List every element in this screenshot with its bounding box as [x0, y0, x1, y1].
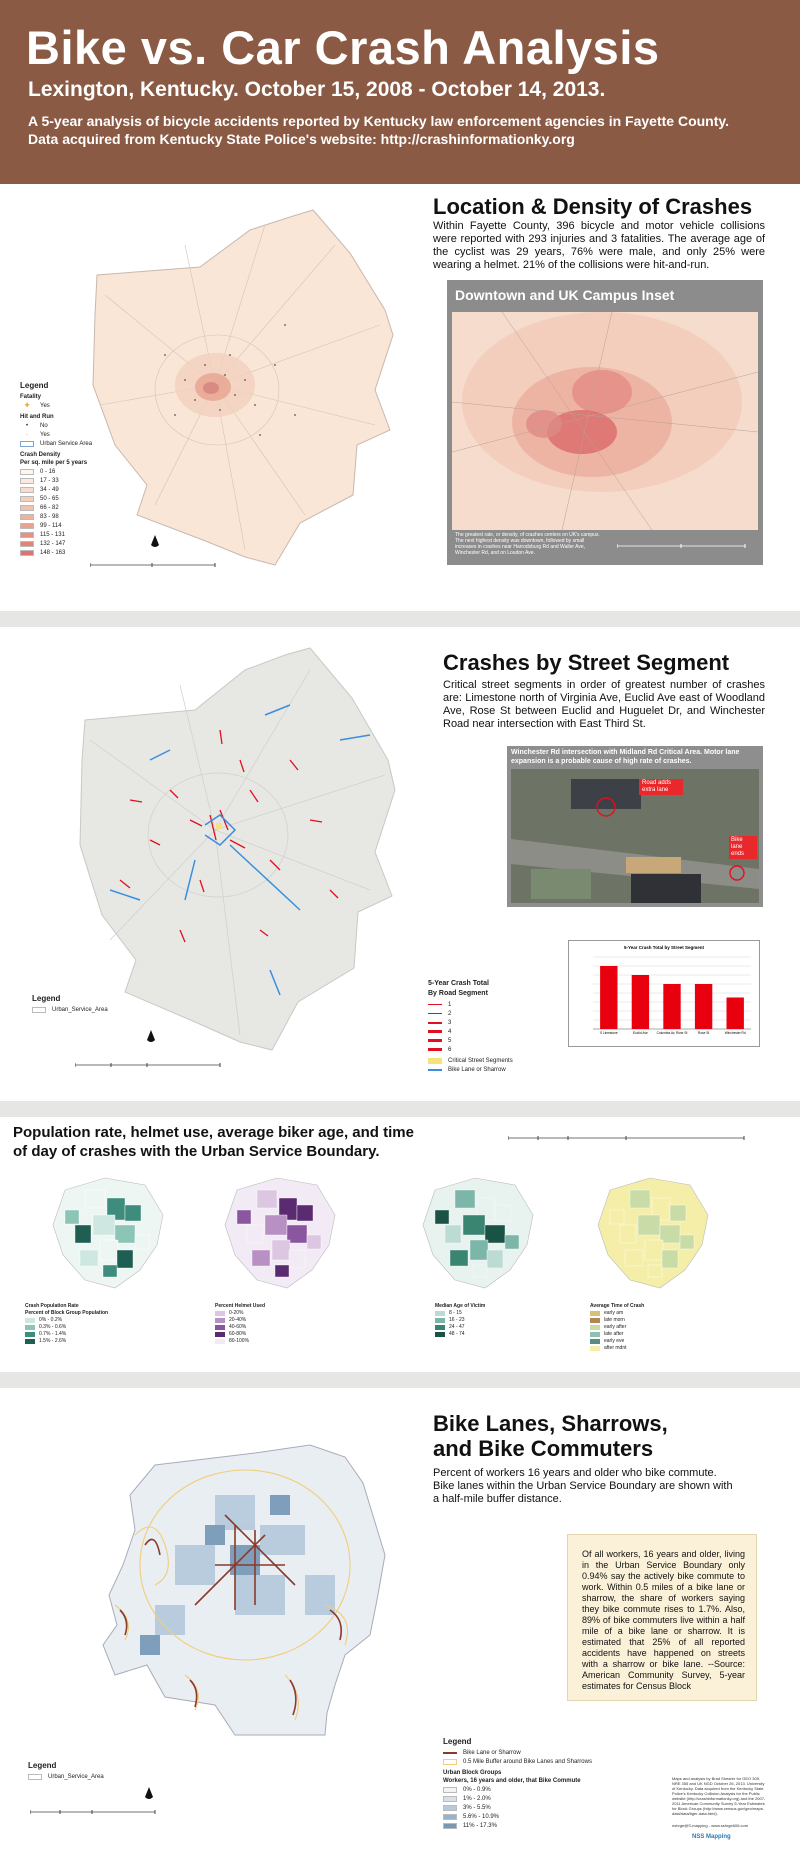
legend-line	[428, 1069, 442, 1071]
aerial-inset	[507, 746, 763, 907]
mini-choropleth-map	[45, 1170, 180, 1295]
legend-swatch	[20, 541, 34, 547]
bar-category-label: Winchester Rd	[724, 1031, 746, 1035]
downtown-inset	[447, 280, 763, 565]
legend-row	[435, 1310, 485, 1317]
legend-row	[443, 1812, 643, 1821]
legend-row	[20, 539, 110, 548]
credits-contact: nshrge@S-mapping - www.sshrge606.com	[672, 1823, 749, 1828]
mini-legend-title: Crash Population Rate	[25, 1303, 79, 1309]
legend-hitrun-yes: Yes	[40, 431, 50, 438]
commute-classes	[443, 1785, 643, 1830]
legend-swatch	[20, 532, 34, 538]
dot-icon: ·	[26, 431, 28, 438]
legend-row	[590, 1324, 644, 1331]
inset-title: Downtown and UK Campus Inset	[455, 287, 675, 303]
section4-title-line2: and Bike Commuters	[433, 1436, 654, 1461]
section3-title-line1: Population rate, helmet use, average biker age, and time	[13, 1124, 414, 1141]
dot-icon: •	[25, 422, 29, 429]
legend-urban: Urban_Service_Area	[52, 1006, 108, 1013]
aerial-label-extra-lane: Road adds extra lane	[639, 779, 683, 795]
legend-fatality-label: Fatality	[20, 394, 42, 400]
legend-row	[428, 1045, 568, 1054]
legend-bike-lane: Bike Lane or Sharrow	[463, 1749, 521, 1756]
page-title: Bike vs. Car Crash Analysis	[26, 21, 660, 74]
legend-label: 11% - 17.3%	[463, 1822, 497, 1829]
legend-label: 24 - 47	[449, 1324, 465, 1330]
header-source: Data acquired from Kentucky State Police's website: http://crashinformationky.org	[28, 131, 575, 147]
legend-swatch	[20, 550, 34, 556]
legend-row	[20, 521, 110, 530]
bike-commute-map	[95, 1435, 440, 1750]
header-banner	[0, 0, 800, 184]
legend-swatch	[215, 1332, 225, 1337]
density-legend	[20, 382, 110, 557]
legend-row	[590, 1310, 644, 1317]
legend-label: 148 - 163	[40, 549, 66, 556]
legend-swatch	[28, 1774, 42, 1780]
legend-label: 1	[448, 1001, 452, 1008]
chart-title: 5-Year Crash Total by Street Segment	[624, 945, 704, 950]
legend-swatch	[20, 523, 34, 529]
aerial-photo-illustration	[511, 769, 759, 903]
legend-row	[590, 1345, 644, 1352]
legend-label: 66 - 82	[40, 504, 59, 511]
legend-swatch	[25, 1339, 35, 1344]
legend-label: 3	[448, 1019, 452, 1026]
legend-label: 0-20%	[229, 1310, 244, 1316]
bar	[695, 984, 712, 1029]
inset-density-surface	[452, 312, 758, 530]
legend-title: Legend	[20, 381, 49, 390]
legend-row	[215, 1310, 265, 1317]
legend-row	[20, 485, 110, 494]
legend-label: 8 - 15	[449, 1310, 462, 1316]
legend-swatch	[20, 487, 34, 493]
mini-legend	[590, 1303, 644, 1352]
legend-urban: Urban_Service_Area	[48, 1773, 104, 1780]
section1-body: Within Fayette County, 396 bicycle and motor vehicle collisions were reported with 293 injuries and 3 fatalities. The average age of the cyclist was 29 years, 76% were male, and only 25% were wearing a helmet. 21% of the collisions were hit-and-run.	[433, 220, 765, 271]
legend-label: 99 - 114	[40, 522, 62, 529]
mini-choropleth-map	[415, 1170, 550, 1295]
legend-row	[428, 1027, 568, 1036]
legend-hitrun-label: Hit and Run	[20, 414, 54, 420]
legend-label: 1% - 2.0%	[463, 1795, 491, 1802]
legend-swatch	[435, 1332, 445, 1337]
bike-commute-callout	[567, 1534, 757, 1701]
legend-line	[443, 1752, 457, 1754]
fatality-marker-icon: ✚	[24, 402, 30, 409]
mini-legend-title: Median Age of Victim	[435, 1303, 486, 1309]
legend-label: 40-60%	[229, 1324, 247, 1330]
aerial-photo	[511, 769, 759, 903]
segment-legend-subtitle: By Road Segment	[428, 990, 488, 997]
legend-swatch	[32, 1007, 46, 1013]
mini-choropleth-map	[217, 1170, 352, 1295]
legend-row	[443, 1794, 643, 1803]
mini-legend	[215, 1303, 265, 1345]
legend-row	[215, 1331, 265, 1338]
credits: Maps and analysis by Brad Shearer for GEO 309, NRE 355 and UK NGD October 26, 2013. University of Kentucky. Data acquired from the Kentucky State Police's Kentucky Collision Analysis for the Public website (http://crashinformationky.org) and the 2007-2011 American Community Survey 5-Year Estimates for Block Groups (http://www.census.gov/geo/maps-data/data/tiger-data.html).	[672, 1776, 766, 1816]
legend-swatch	[590, 1332, 600, 1337]
legend-swatch	[215, 1325, 225, 1330]
legend-label: 6	[448, 1046, 452, 1053]
legend-label: early after	[604, 1324, 627, 1330]
chart-labels	[600, 1031, 746, 1035]
legend-swatch	[590, 1318, 600, 1323]
legend-swatch	[25, 1318, 35, 1323]
legend-swatch	[435, 1325, 445, 1330]
legend-row	[590, 1338, 644, 1345]
bar-category-label: S Limestone	[599, 1031, 618, 1035]
legend-swatch	[443, 1814, 457, 1820]
legend-critical: Critical Street Segments	[448, 1057, 513, 1064]
legend-label: 5.6% - 10.9%	[463, 1813, 500, 1820]
legend-density-label: Crash Density	[20, 452, 61, 458]
mini-legend	[435, 1303, 485, 1338]
county-density-map	[85, 205, 415, 575]
legend-row	[25, 1324, 108, 1331]
aerial-label-bike-lane-ends: Bike lane ends	[729, 836, 757, 859]
legend-row	[428, 1000, 568, 1009]
legend-label: 5	[448, 1037, 452, 1044]
legend-swatch	[590, 1339, 600, 1344]
legend-swatch	[215, 1339, 225, 1344]
legend-swatch	[443, 1759, 457, 1765]
legend-label: 34 - 49	[40, 486, 59, 493]
section-divider	[0, 1372, 800, 1388]
legend-swatch	[428, 1058, 442, 1064]
section4-title-line1: Bike Lanes, Sharrows,	[433, 1411, 668, 1436]
legend-label: 3% - 5.5%	[463, 1804, 491, 1811]
legend-row	[20, 467, 110, 476]
legend-swatch	[443, 1796, 457, 1802]
legend-row	[20, 494, 110, 503]
bar-category-label: Columbia Av, Rose St	[656, 1031, 688, 1035]
legend-line	[428, 1039, 442, 1042]
segment-legend-right	[428, 980, 568, 1074]
legend-line	[428, 1022, 442, 1024]
legend-row	[215, 1324, 265, 1331]
aerial-caption: Winchester Rd intersection with Midland Rd Critical Area. Motor lane expansion is a probable cause of high rate of crashes.	[511, 749, 740, 765]
legend-label: 48 - 74	[449, 1331, 465, 1337]
bar-chart-svg	[569, 941, 759, 1046]
legend-fatality-yes: Yes	[40, 402, 50, 409]
legend-swatch	[590, 1311, 600, 1316]
legend-label: early am	[604, 1310, 624, 1316]
legend-row	[20, 530, 110, 539]
legend-label: 17 - 33	[40, 477, 59, 484]
legend-row	[20, 503, 110, 512]
section1-title: Location & Density of Crashes	[433, 194, 753, 219]
north-arrow-icon	[144, 1787, 154, 1801]
legend-row	[435, 1324, 485, 1331]
page-subtitle: Lexington, Kentucky. October 15, 2008 - October 14, 2013.	[28, 78, 606, 101]
legend-label: 60-80%	[229, 1331, 247, 1337]
legend-label: early eve	[604, 1338, 625, 1344]
legend-swatch	[435, 1318, 445, 1323]
section3-title-line2: of day of crashes with the Urban Service Boundary.	[13, 1143, 380, 1160]
legend-row	[20, 548, 110, 557]
legend-label: 4	[448, 1028, 452, 1035]
legend-title: Legend	[28, 1761, 57, 1770]
legend-row	[435, 1331, 485, 1338]
legend-row	[215, 1317, 265, 1324]
legend-label: 83 - 98	[40, 513, 59, 520]
legend-label: 0 - 16	[40, 468, 56, 475]
legend-label: 80-100%	[229, 1338, 250, 1344]
legend-label: 16 - 23	[449, 1317, 465, 1323]
section-divider	[0, 1101, 800, 1117]
legend-label: late morn	[604, 1317, 625, 1323]
legend-hitrun-no: No	[40, 422, 48, 429]
legend-groups: Urban Block Groups	[443, 1770, 502, 1776]
legend-bike-lane: Bike Lane or Sharrow	[448, 1066, 506, 1073]
bar	[663, 984, 680, 1029]
legend-label: 2	[448, 1010, 452, 1017]
legend-label: 0% - 0.9%	[463, 1786, 491, 1793]
legend-label: 0.3% - 0.6%	[39, 1324, 67, 1330]
segment-legend-left	[32, 995, 152, 1014]
bar-category-label: Euclid Ave	[632, 1031, 648, 1035]
legend-label: 1.5% - 2.6%	[39, 1338, 67, 1344]
legend-line	[428, 1030, 442, 1033]
callout-text: Of all workers, 16 years and older, living in the Urban Service Boundary only 0.94% say the actively bike commute to work. Within 0.5 miles of a bike lane or sharrow, the share of workers saying they bike commute rises to 1.7%. Also, 89% of bike commuters live within a half mile of a bike lane or sharrow. It is estimated that 25% of all reported accidents have happened on streets with a sharrow or bike lane. --Source: American Community Survey, 5-year estimates for Census Block	[582, 1549, 745, 1691]
legend-swatch	[435, 1311, 445, 1316]
legend-swatch	[20, 441, 34, 447]
legend-row	[443, 1785, 643, 1794]
legend-label: 132 - 147	[40, 540, 66, 547]
legend-label: 20-40%	[229, 1317, 247, 1323]
legend-row	[25, 1331, 108, 1338]
mini-choropleth-map	[590, 1170, 725, 1295]
legend-swatch	[20, 496, 34, 502]
legend-urban: Urban Service Area	[40, 440, 93, 447]
bar-category-label: Rose St	[697, 1031, 710, 1035]
segment-legend-title: 5-Year Crash Total	[428, 980, 489, 987]
inset-scale-bar	[617, 544, 747, 552]
mini-legend-title: Average Time of Crash	[590, 1303, 645, 1309]
legend-label: 0.7% - 1.4%	[39, 1331, 67, 1337]
legend-swatch	[25, 1325, 35, 1330]
legend-title: Legend	[32, 994, 61, 1003]
legend-label: late after	[604, 1331, 624, 1337]
legend-row	[443, 1803, 643, 1812]
legend-row	[215, 1338, 265, 1345]
north-arrow-icon	[150, 535, 160, 549]
legend-line	[428, 1013, 442, 1015]
street-segment-map	[70, 640, 420, 1080]
mini-legend-title: Percent Helmet Used	[215, 1303, 266, 1309]
author-logo: NSS Mapping	[692, 1834, 731, 1840]
legend-swatch	[20, 478, 34, 484]
legend-row	[428, 1018, 568, 1027]
legend-swatch	[443, 1787, 457, 1793]
legend-swatch	[215, 1311, 225, 1316]
legend-title: Legend	[443, 1737, 472, 1746]
crash-bar-chart	[568, 940, 760, 1047]
legend-row	[428, 1009, 568, 1018]
bar	[632, 975, 649, 1029]
legend-label: 50 - 65	[40, 495, 59, 502]
mini-legend-sub: Percent of Block Group Population	[25, 1310, 109, 1316]
legend-label: after mdnt	[604, 1345, 627, 1351]
section4-body: Percent of workers 16 years and older who bike commute. Bike lanes within the Urban Service Boundary are shown with a half-mile buffer distance.	[433, 1467, 733, 1505]
section2-title: Crashes by Street Segment	[443, 650, 730, 675]
legend-density-sub: Per sq. mile per 5 years	[20, 460, 88, 466]
legend-swatch	[443, 1805, 457, 1811]
commute-legend-right	[443, 1738, 643, 1830]
commute-legend-left	[28, 1762, 148, 1781]
legend-row	[25, 1338, 108, 1345]
legend-row	[428, 1036, 568, 1045]
inset-map	[452, 312, 758, 530]
scale-bar	[75, 1063, 225, 1073]
section-divider	[0, 611, 800, 627]
legend-row	[20, 512, 110, 521]
legend-swatch	[590, 1346, 600, 1351]
mini-legend	[25, 1303, 108, 1345]
legend-swatch	[20, 514, 34, 520]
legend-row	[20, 476, 110, 485]
legend-row	[435, 1317, 485, 1324]
legend-row	[590, 1331, 644, 1338]
legend-row	[443, 1821, 643, 1830]
legend-swatch	[590, 1325, 600, 1330]
legend-row	[25, 1317, 108, 1324]
legend-label: 0% - 0.2%	[39, 1317, 63, 1323]
legend-swatch	[20, 505, 34, 511]
legend-row	[590, 1317, 644, 1324]
legend-swatch	[443, 1823, 457, 1829]
scale-bar	[508, 1136, 748, 1146]
bar	[600, 966, 617, 1029]
segment-classes	[428, 1000, 568, 1054]
scale-bar	[90, 563, 220, 573]
header-description: A 5-year analysis of bicycle accidents reported by Kentucky law enforcement agencies in Fayette County.	[28, 113, 730, 129]
inset-caption: The greatest rate, or density, of crashes centers on UK's campus. The next highest density was downtown, followed by small increases in crashes near Harrodsburg Rd and Waller Ave, Winchester Rd, and on Loudon Ave.	[455, 532, 600, 556]
bar	[727, 998, 744, 1030]
density-classes	[20, 467, 110, 557]
chart-bars	[600, 966, 744, 1029]
section2-body: Critical street segments in order of greatest number of crashes are: Limestone north of Virginia Ave, Euclid Ave east of Woodland Ave, Rose St between Euclid and Huguelet Dr, and Winchester Road near intersection with East Third St.	[443, 679, 765, 730]
legend-swatch	[215, 1318, 225, 1323]
north-arrow-icon	[146, 1030, 156, 1044]
legend-swatch	[20, 469, 34, 475]
legend-label: 115 - 131	[40, 531, 65, 538]
legend-buffer: 0.5 Mile Buffer around Bike Lanes and Sharrows	[463, 1758, 592, 1765]
legend-groups-sub: Workers, 16 years and older, that Bike Commute	[443, 1778, 581, 1784]
legend-line	[428, 1004, 442, 1005]
scale-bar	[30, 1810, 160, 1820]
legend-line	[428, 1048, 442, 1052]
legend-swatch	[25, 1332, 35, 1337]
